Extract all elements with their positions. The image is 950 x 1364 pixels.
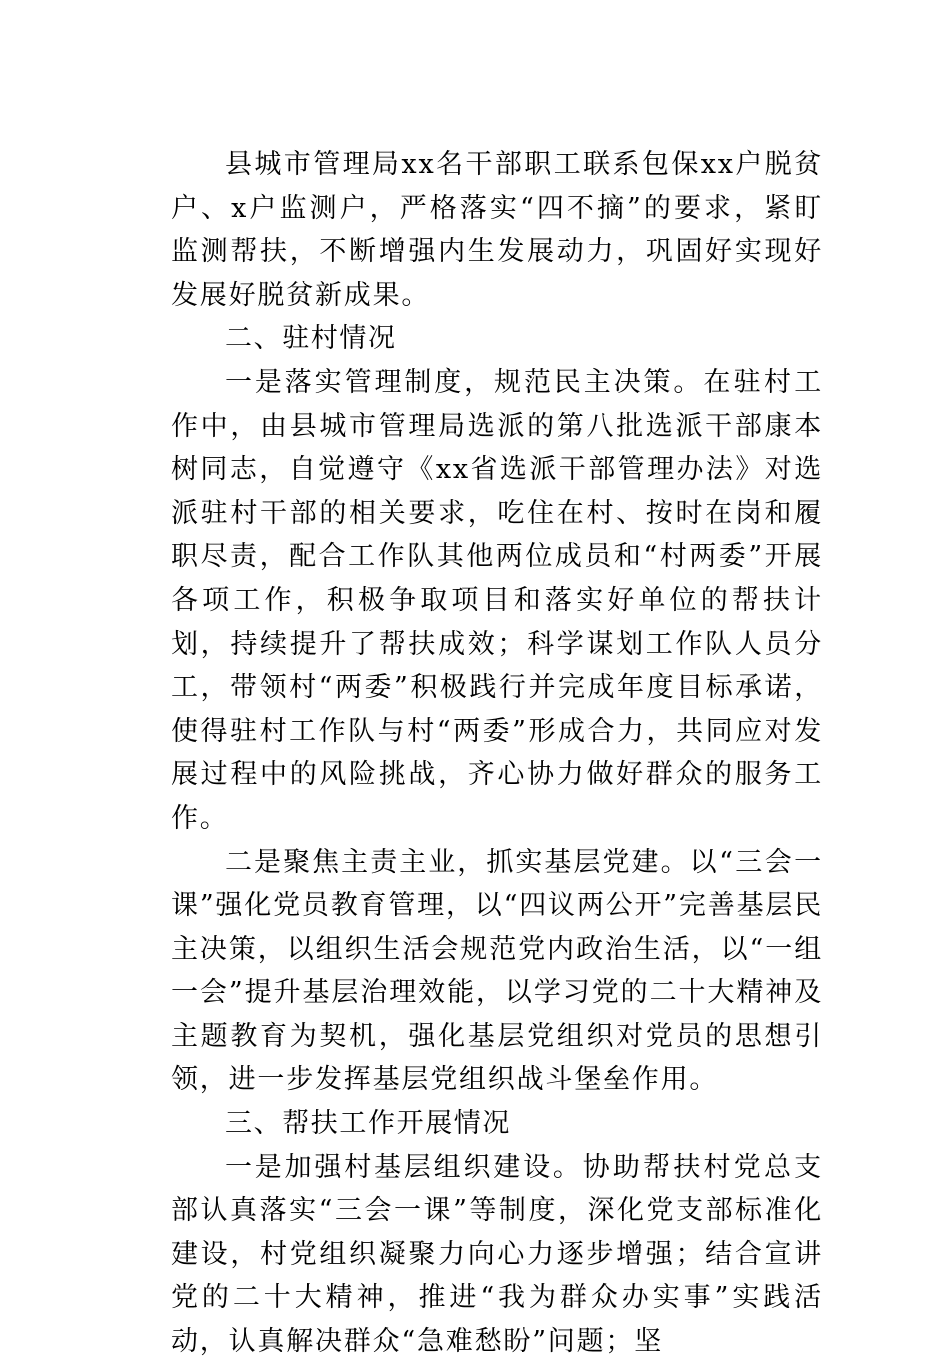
paragraph-body-management: 在驻村工作中，由县城市管理局选派的第八批选派干部康本树同志，自觉遵守《xx省选派干部管理办法》对选派驻村干部的相关要求，吃住在村、按时在岗和履职尽责，配合工作队其他两位成员和“村两委”开展各项工作，积极争取项目和落实好单位的帮扶计划，持续提升了帮扶成效；科学谋划工作队人员分工，带领村“两委”积极践行并完成年度目标承诺，使得驻村工作队与村“两委”形成合力，共同应对发展过程中的风险挑战，齐心协力做好群众的服务工作。 [171,366,823,834]
paragraph-lead-grassroots: 一是加强村基层组织建设。 [225,1151,583,1183]
paragraph-grassroots-organization [171,1146,823,1364]
section-heading-assistance: 三、帮扶工作开展情况 [225,1108,511,1140]
paragraph-body-party-building: 以“三会一课”强化党员教育管理，以“四议两公开”完善基层民主决策，以组织生活会规范党内政治生活，以“一组一会”提升基层治理效能，以学习党的二十大精神及主题教育为契机，强化基层党组织对党员的思想引领，进一步发挥基层党组织战斗堡垒作用。 [171,846,823,1096]
paragraph-management-system [171,361,823,841]
paragraph-monitoring [171,143,823,317]
paragraph-lead-party-building: 二是聚焦主责主业，抓实基层党建。 [225,846,690,878]
paragraph-party-building [171,841,823,1103]
paragraph-lead-management: 一是落实管理制度，规范民主决策。 [225,366,704,398]
section-heading-village: 二、驻村情况 [225,323,397,355]
paragraph-monitoring-text: 县城市管理局xx名干部职工联系包保xx户脱贫户、x户监测户，严格落实“四不摘”的要求，紧盯监测帮扶，不断增强内生发展动力，巩固好实现好发展好脱贫新成果。 [171,149,823,311]
document-body [171,143,823,1364]
paragraph-body-grassroots: 协助帮扶村党总支部认真落实“三会一课”等制度，深化党支部标准化建设，村党组织凝聚力向心力逐步增强；结合宣讲党的二十大精神，推进“我为群众办实事”实践活动，认真解决群众“急难愁盼”问题；坚 [171,1151,823,1358]
